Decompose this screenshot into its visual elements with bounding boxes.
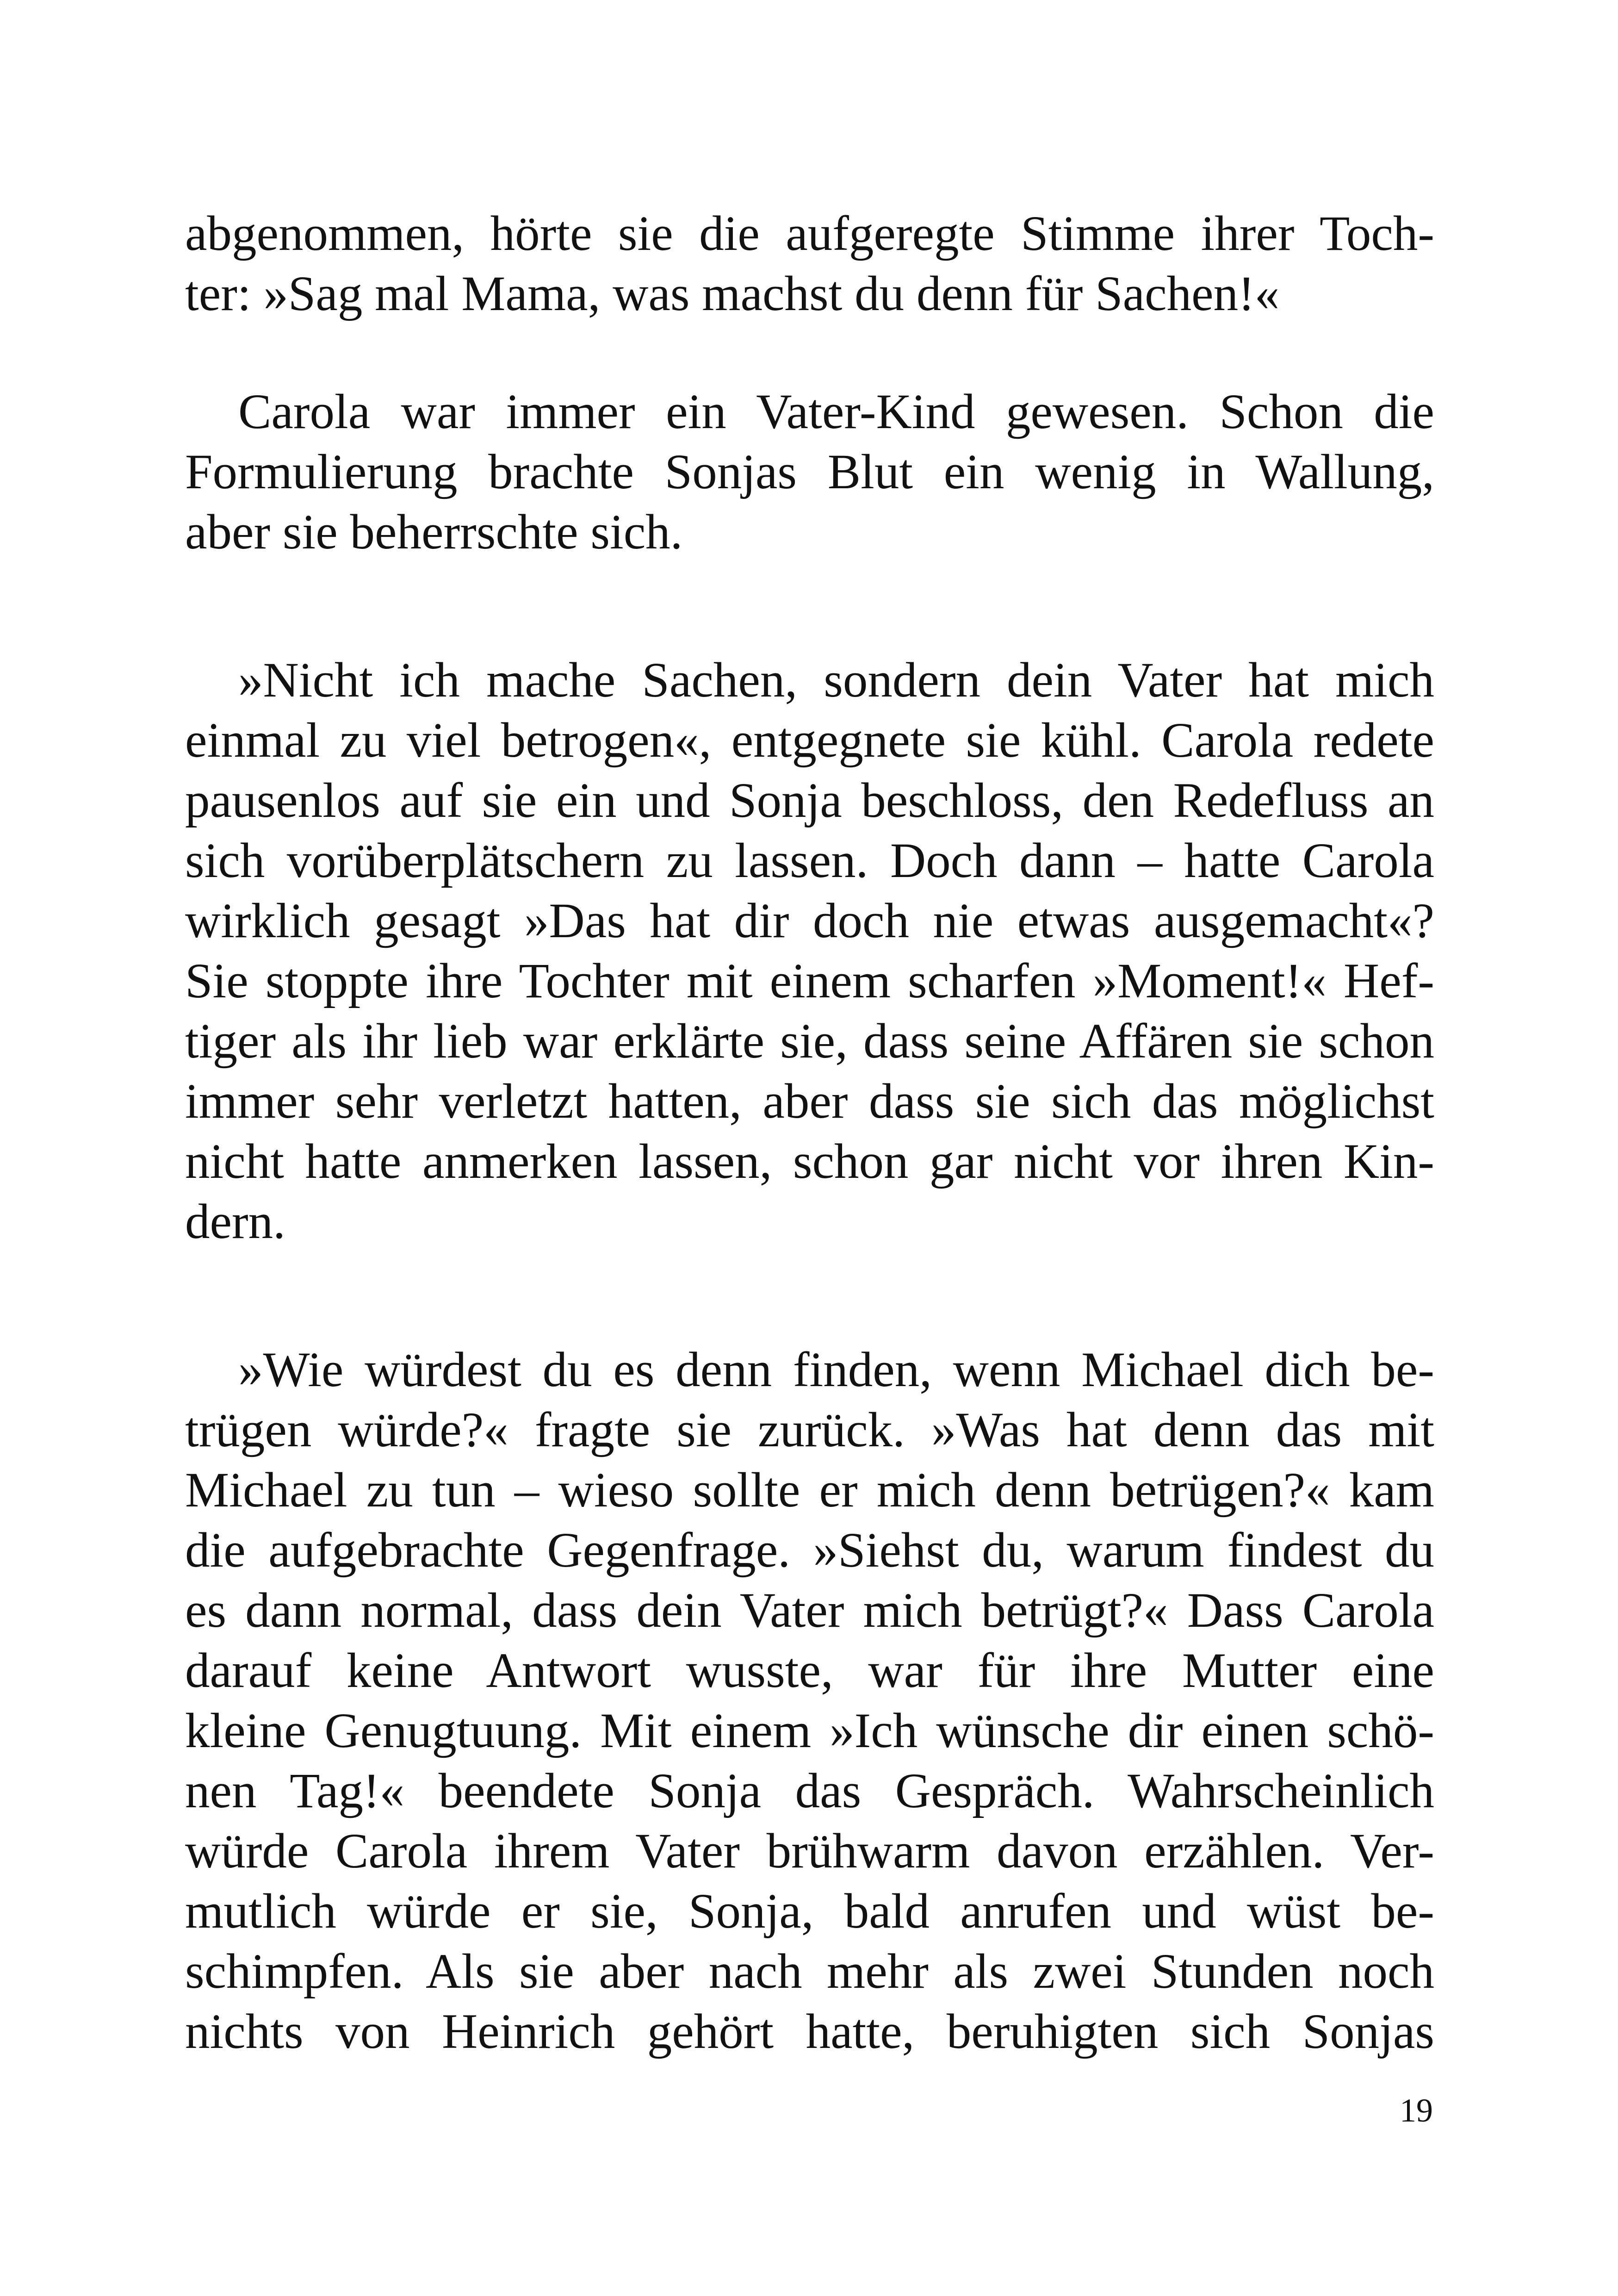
text-line: einmal zu viel betrogen«, entgegnete sie kühl. Carola redete [185, 713, 1434, 768]
text-line: Carola war immer ein Vater-Kind gewesen. Schon die [238, 385, 1434, 439]
text-line: pausenlos auf sie ein und Sonja beschloss, den Redefluss an [185, 773, 1434, 828]
text-line: aber sie beherrschte sich. [185, 505, 683, 560]
text-line: ter: »Sag mal Mama, was machst du denn für Sachen!« [185, 267, 1280, 321]
text-line: mutlich würde er sie, Sonja, bald anrufen und wüst be- [185, 1884, 1434, 1939]
text-line: »Nicht ich mache Sachen, sondern dein Vater hat mich [238, 653, 1434, 708]
text-line: tiger als ihr lieb war erklärte sie, dass seine Affären sie schon [185, 1014, 1434, 1069]
text-line: nichts von Heinrich gehört hatte, beruhigten sich Sonjas [185, 2004, 1434, 2059]
text-line: abgenommen, hörte sie die aufgeregte Stimme ihrer Toch- [185, 206, 1434, 261]
text-line: darauf keine Antwort wusste, war für ihre Mutter eine [185, 1643, 1434, 1698]
text-line: wirklich gesagt »Das hat dir doch nie etwas ausgemacht«? [185, 894, 1434, 948]
text-line: würde Carola ihrem Vater brühwarm davon erzählen. Ver- [185, 1824, 1434, 1879]
text-line: immer sehr verletzt hatten, aber dass sie sich das möglichst [185, 1074, 1434, 1129]
text-line: kleine Genugtuung. Mit einem »Ich wünsche dir einen schö- [185, 1704, 1434, 1758]
text-line: die aufgebrachte Gegenfrage. »Siehst du, warum findest du [185, 1523, 1434, 1578]
text-line: sich vorüberplätschern zu lassen. Doch dann – hatte Carola [185, 834, 1434, 888]
text-line: Sie stoppte ihre Tochter mit einem scharfen »Moment!« Hef- [185, 954, 1434, 1008]
text-line: Formulierung brachte Sonjas Blut ein wenig in Wallung, [185, 445, 1434, 499]
text-line: schimpfen. Als sie aber nach mehr als zwei Stunden noch [185, 1944, 1434, 1999]
text-line: »Wie würdest du es denn finden, wenn Michael dich be- [238, 1343, 1434, 1397]
text-line: dern. [185, 1195, 285, 1249]
text-line: nicht hatte anmerken lassen, schon gar nicht vor ihren Kin- [185, 1134, 1434, 1189]
text-line: es dann normal, dass dein Vater mich betrügt?« Dass Carola [185, 1583, 1434, 1638]
text-line: nen Tag!« beendete Sonja das Gespräch. Wahrscheinlich [185, 1764, 1434, 1818]
text-line: trügen würde?« fragte sie zurück. »Was hat denn das mit [185, 1403, 1434, 1457]
page-number: 19 [1400, 2092, 1433, 2129]
text-line: Michael zu tun – wieso sollte er mich denn betrügen?« kam [185, 1463, 1434, 1518]
